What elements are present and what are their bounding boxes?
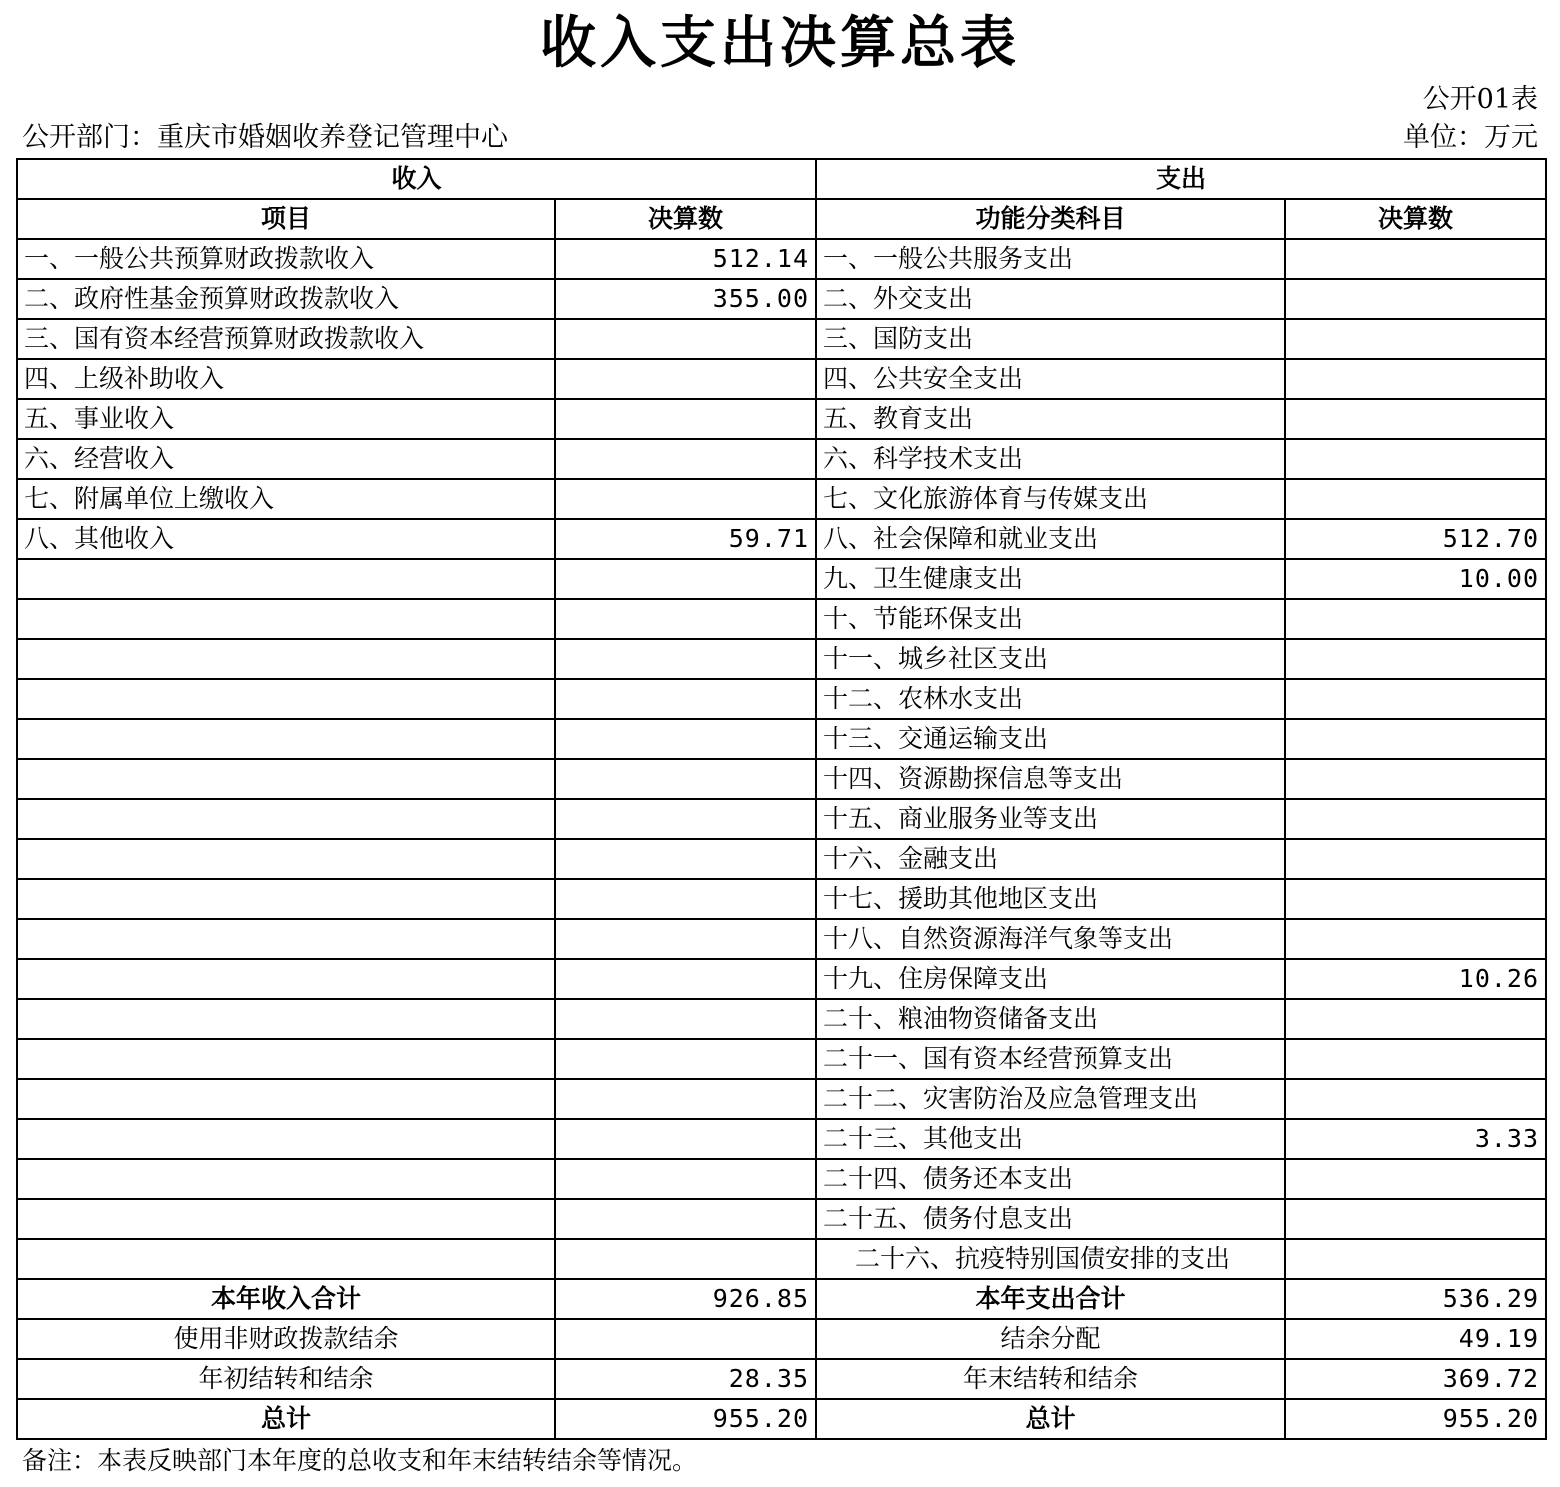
table-row xyxy=(17,319,1546,359)
income-amount-cell xyxy=(555,559,816,599)
expense-amount-cell xyxy=(1285,679,1546,719)
expense-amount-cell xyxy=(1285,319,1546,359)
expense-item-cell: 二十四、债务还本支出 xyxy=(816,1159,1285,1199)
table-row xyxy=(17,1199,1546,1239)
income-item-cell xyxy=(17,639,555,679)
summary-expense-label: 本年支出合计 xyxy=(816,1279,1285,1319)
footnote: 备注：本表反映部门本年度的总收支和年末结转结余等情况。 xyxy=(22,1446,698,1475)
table-row xyxy=(17,1079,1546,1119)
expense-amount-cell xyxy=(1285,1079,1546,1119)
table-row xyxy=(17,239,1546,279)
expense-item-cell: 七、文化旅游体育与传媒支出 xyxy=(816,479,1285,519)
function-item-column-header: 功能分类科目 xyxy=(816,199,1285,239)
table-row xyxy=(17,759,1546,799)
expense-amount-cell xyxy=(1285,439,1546,479)
income-amount-cell xyxy=(555,919,816,959)
table-row xyxy=(17,719,1546,759)
income-item-cell xyxy=(17,839,555,879)
summary-income-amount: 28.35 xyxy=(555,1359,816,1399)
summary-income-label: 本年收入合计 xyxy=(17,1279,555,1319)
form-number: 公开01表 xyxy=(1422,84,1538,115)
income-amount-cell xyxy=(555,879,816,919)
expense-amount-cell xyxy=(1285,479,1546,519)
table-row xyxy=(17,1039,1546,1079)
expense-amount-cell xyxy=(1285,599,1546,639)
summary-expense-label: 年末结转和结余 xyxy=(816,1359,1285,1399)
expense-item-cell: 二十三、其他支出 xyxy=(816,1119,1285,1159)
table-row xyxy=(17,799,1546,839)
income-item-cell xyxy=(17,1159,555,1199)
expense-amount-cell xyxy=(1285,359,1546,399)
income-item-cell xyxy=(17,1039,555,1079)
table-row xyxy=(17,839,1546,879)
section-header-row xyxy=(17,159,1546,199)
income-amount-cell: 59.71 xyxy=(555,519,816,559)
expense-item-cell: 十、节能环保支出 xyxy=(816,599,1285,639)
summary-income-amount: 926.85 xyxy=(555,1279,816,1319)
expense-item-cell: 五、教育支出 xyxy=(816,399,1285,439)
income-section-header: 收入 xyxy=(17,159,816,199)
expense-item-cell: 八、社会保障和就业支出 xyxy=(816,519,1285,559)
income-item-cell: 三、国有资本经营预算财政拨款收入 xyxy=(17,319,555,359)
income-amount-cell: 512.14 xyxy=(555,239,816,279)
income-item-cell xyxy=(17,919,555,959)
table-row xyxy=(17,1119,1546,1159)
income-amount-cell: 355.00 xyxy=(555,279,816,319)
expense-amount-cell xyxy=(1285,1239,1546,1279)
expense-item-cell: 十九、住房保障支出 xyxy=(816,959,1285,999)
summary-row xyxy=(17,1319,1546,1359)
expense-item-cell: 二十五、债务付息支出 xyxy=(816,1199,1285,1239)
expense-section-header: 支出 xyxy=(816,159,1546,199)
expense-amount-cell xyxy=(1285,1039,1546,1079)
table-row xyxy=(17,519,1546,559)
expense-amount-cell xyxy=(1285,919,1546,959)
expense-amount-cell: 10.26 xyxy=(1285,959,1546,999)
expense-item-cell: 二十六、抗疫特别国债安排的支出 xyxy=(816,1239,1285,1279)
expense-amount-cell xyxy=(1285,999,1546,1039)
income-amount-cell xyxy=(555,1239,816,1279)
expense-amount-column-header: 决算数 xyxy=(1285,199,1546,239)
summary-expense-amount: 369.72 xyxy=(1285,1359,1546,1399)
table-row xyxy=(17,399,1546,439)
income-item-cell: 五、事业收入 xyxy=(17,399,555,439)
income-amount-cell xyxy=(555,1039,816,1079)
income-amount-cell xyxy=(555,759,816,799)
summary-expense-amount: 49.19 xyxy=(1285,1319,1546,1359)
expense-amount-cell xyxy=(1285,399,1546,439)
table-row xyxy=(17,639,1546,679)
income-item-cell xyxy=(17,599,555,639)
expense-amount-cell xyxy=(1285,1199,1546,1239)
income-item-cell xyxy=(17,959,555,999)
income-item-cell: 二、政府性基金预算财政拨款收入 xyxy=(17,279,555,319)
summary-expense-amount: 536.29 xyxy=(1285,1279,1546,1319)
income-item-cell xyxy=(17,799,555,839)
income-amount-column-header: 决算数 xyxy=(555,199,816,239)
expense-item-cell: 十二、农林水支出 xyxy=(816,679,1285,719)
table-row xyxy=(17,599,1546,639)
income-amount-cell xyxy=(555,999,816,1039)
expense-amount-cell xyxy=(1285,1159,1546,1199)
expense-item-cell: 四、公共安全支出 xyxy=(816,359,1285,399)
income-item-cell: 四、上级补助收入 xyxy=(17,359,555,399)
income-amount-cell xyxy=(555,679,816,719)
expense-item-cell: 六、科学技术支出 xyxy=(816,439,1285,479)
table-row xyxy=(17,999,1546,1039)
expense-item-cell: 二、外交支出 xyxy=(816,279,1285,319)
expense-amount-cell: 10.00 xyxy=(1285,559,1546,599)
income-amount-cell xyxy=(555,1199,816,1239)
expense-item-cell: 十四、资源勘探信息等支出 xyxy=(816,759,1285,799)
table-row xyxy=(17,1159,1546,1199)
expense-amount-cell xyxy=(1285,799,1546,839)
expense-item-cell: 二十、粮油物资储备支出 xyxy=(816,999,1285,1039)
income-item-cell: 一、一般公共预算财政拨款收入 xyxy=(17,239,555,279)
expense-item-cell: 三、国防支出 xyxy=(816,319,1285,359)
summary-row xyxy=(17,1359,1546,1399)
income-item-cell xyxy=(17,879,555,919)
page-title: 收入支出决算总表 xyxy=(540,11,1020,76)
summary-income-label: 年初结转和结余 xyxy=(17,1359,555,1399)
income-item-cell xyxy=(17,719,555,759)
income-amount-cell xyxy=(555,1079,816,1119)
table-row xyxy=(17,559,1546,599)
income-item-cell xyxy=(17,1199,555,1239)
table-row xyxy=(17,1239,1546,1279)
expense-item-cell: 十八、自然资源海洋气象等支出 xyxy=(816,919,1285,959)
income-item-cell xyxy=(17,999,555,1039)
department-label: 公开部门：重庆市婚姻收养登记管理中心 xyxy=(22,122,508,153)
expense-item-cell: 九、卫生健康支出 xyxy=(816,559,1285,599)
income-amount-cell xyxy=(555,839,816,879)
income-amount-cell xyxy=(555,439,816,479)
income-amount-cell xyxy=(555,719,816,759)
income-item-cell: 六、经营收入 xyxy=(17,439,555,479)
item-column-header: 项目 xyxy=(17,199,555,239)
expense-amount-cell: 3.33 xyxy=(1285,1119,1546,1159)
income-amount-cell xyxy=(555,319,816,359)
summary-row xyxy=(17,1399,1546,1439)
table-row xyxy=(17,879,1546,919)
table-row xyxy=(17,959,1546,999)
expense-amount-cell xyxy=(1285,279,1546,319)
column-header-row xyxy=(17,199,1546,239)
expense-amount-cell: 512.70 xyxy=(1285,519,1546,559)
expense-amount-cell xyxy=(1285,879,1546,919)
expense-item-cell: 二十二、灾害防治及应急管理支出 xyxy=(816,1079,1285,1119)
expense-item-cell: 二十一、国有资本经营预算支出 xyxy=(816,1039,1285,1079)
summary-row xyxy=(17,1279,1546,1319)
table-row xyxy=(17,919,1546,959)
income-amount-cell xyxy=(555,639,816,679)
expense-item-cell: 十七、援助其他地区支出 xyxy=(816,879,1285,919)
table-row xyxy=(17,439,1546,479)
income-item-cell xyxy=(17,1239,555,1279)
table-row xyxy=(17,479,1546,519)
income-item-cell xyxy=(17,1079,555,1119)
income-amount-cell xyxy=(555,359,816,399)
summary-expense-label: 结余分配 xyxy=(816,1319,1285,1359)
expense-amount-cell xyxy=(1285,759,1546,799)
expense-item-cell: 十五、商业服务业等支出 xyxy=(816,799,1285,839)
expense-amount-cell xyxy=(1285,239,1546,279)
expense-amount-cell xyxy=(1285,839,1546,879)
income-amount-cell xyxy=(555,599,816,639)
income-item-cell: 七、附属单位上缴收入 xyxy=(17,479,555,519)
table-row xyxy=(17,279,1546,319)
income-amount-cell xyxy=(555,1119,816,1159)
income-amount-cell xyxy=(555,399,816,439)
income-item-cell xyxy=(17,679,555,719)
income-item-cell xyxy=(17,759,555,799)
income-item-cell: 八、其他收入 xyxy=(17,519,555,559)
summary-income-label: 使用非财政拨款结余 xyxy=(17,1319,555,1359)
income-amount-cell xyxy=(555,479,816,519)
income-item-cell xyxy=(17,559,555,599)
summary-income-amount xyxy=(555,1319,816,1359)
table-row xyxy=(17,679,1546,719)
summary-expense-amount: 955.20 xyxy=(1285,1399,1546,1439)
expense-amount-cell xyxy=(1285,639,1546,679)
expense-item-cell: 十三、交通运输支出 xyxy=(816,719,1285,759)
income-amount-cell xyxy=(555,1159,816,1199)
summary-income-label: 总计 xyxy=(17,1399,555,1439)
summary-income-amount: 955.20 xyxy=(555,1399,816,1439)
expense-amount-cell xyxy=(1285,719,1546,759)
income-amount-cell xyxy=(555,799,816,839)
budget-table xyxy=(16,158,1547,1440)
income-amount-cell xyxy=(555,959,816,999)
income-item-cell xyxy=(17,1119,555,1159)
unit-label: 单位：万元 xyxy=(1403,122,1538,153)
expense-item-cell: 十一、城乡社区支出 xyxy=(816,639,1285,679)
expense-item-cell: 一、一般公共服务支出 xyxy=(816,239,1285,279)
expense-item-cell: 十六、金融支出 xyxy=(816,839,1285,879)
summary-expense-label: 总计 xyxy=(816,1399,1285,1439)
table-row xyxy=(17,359,1546,399)
